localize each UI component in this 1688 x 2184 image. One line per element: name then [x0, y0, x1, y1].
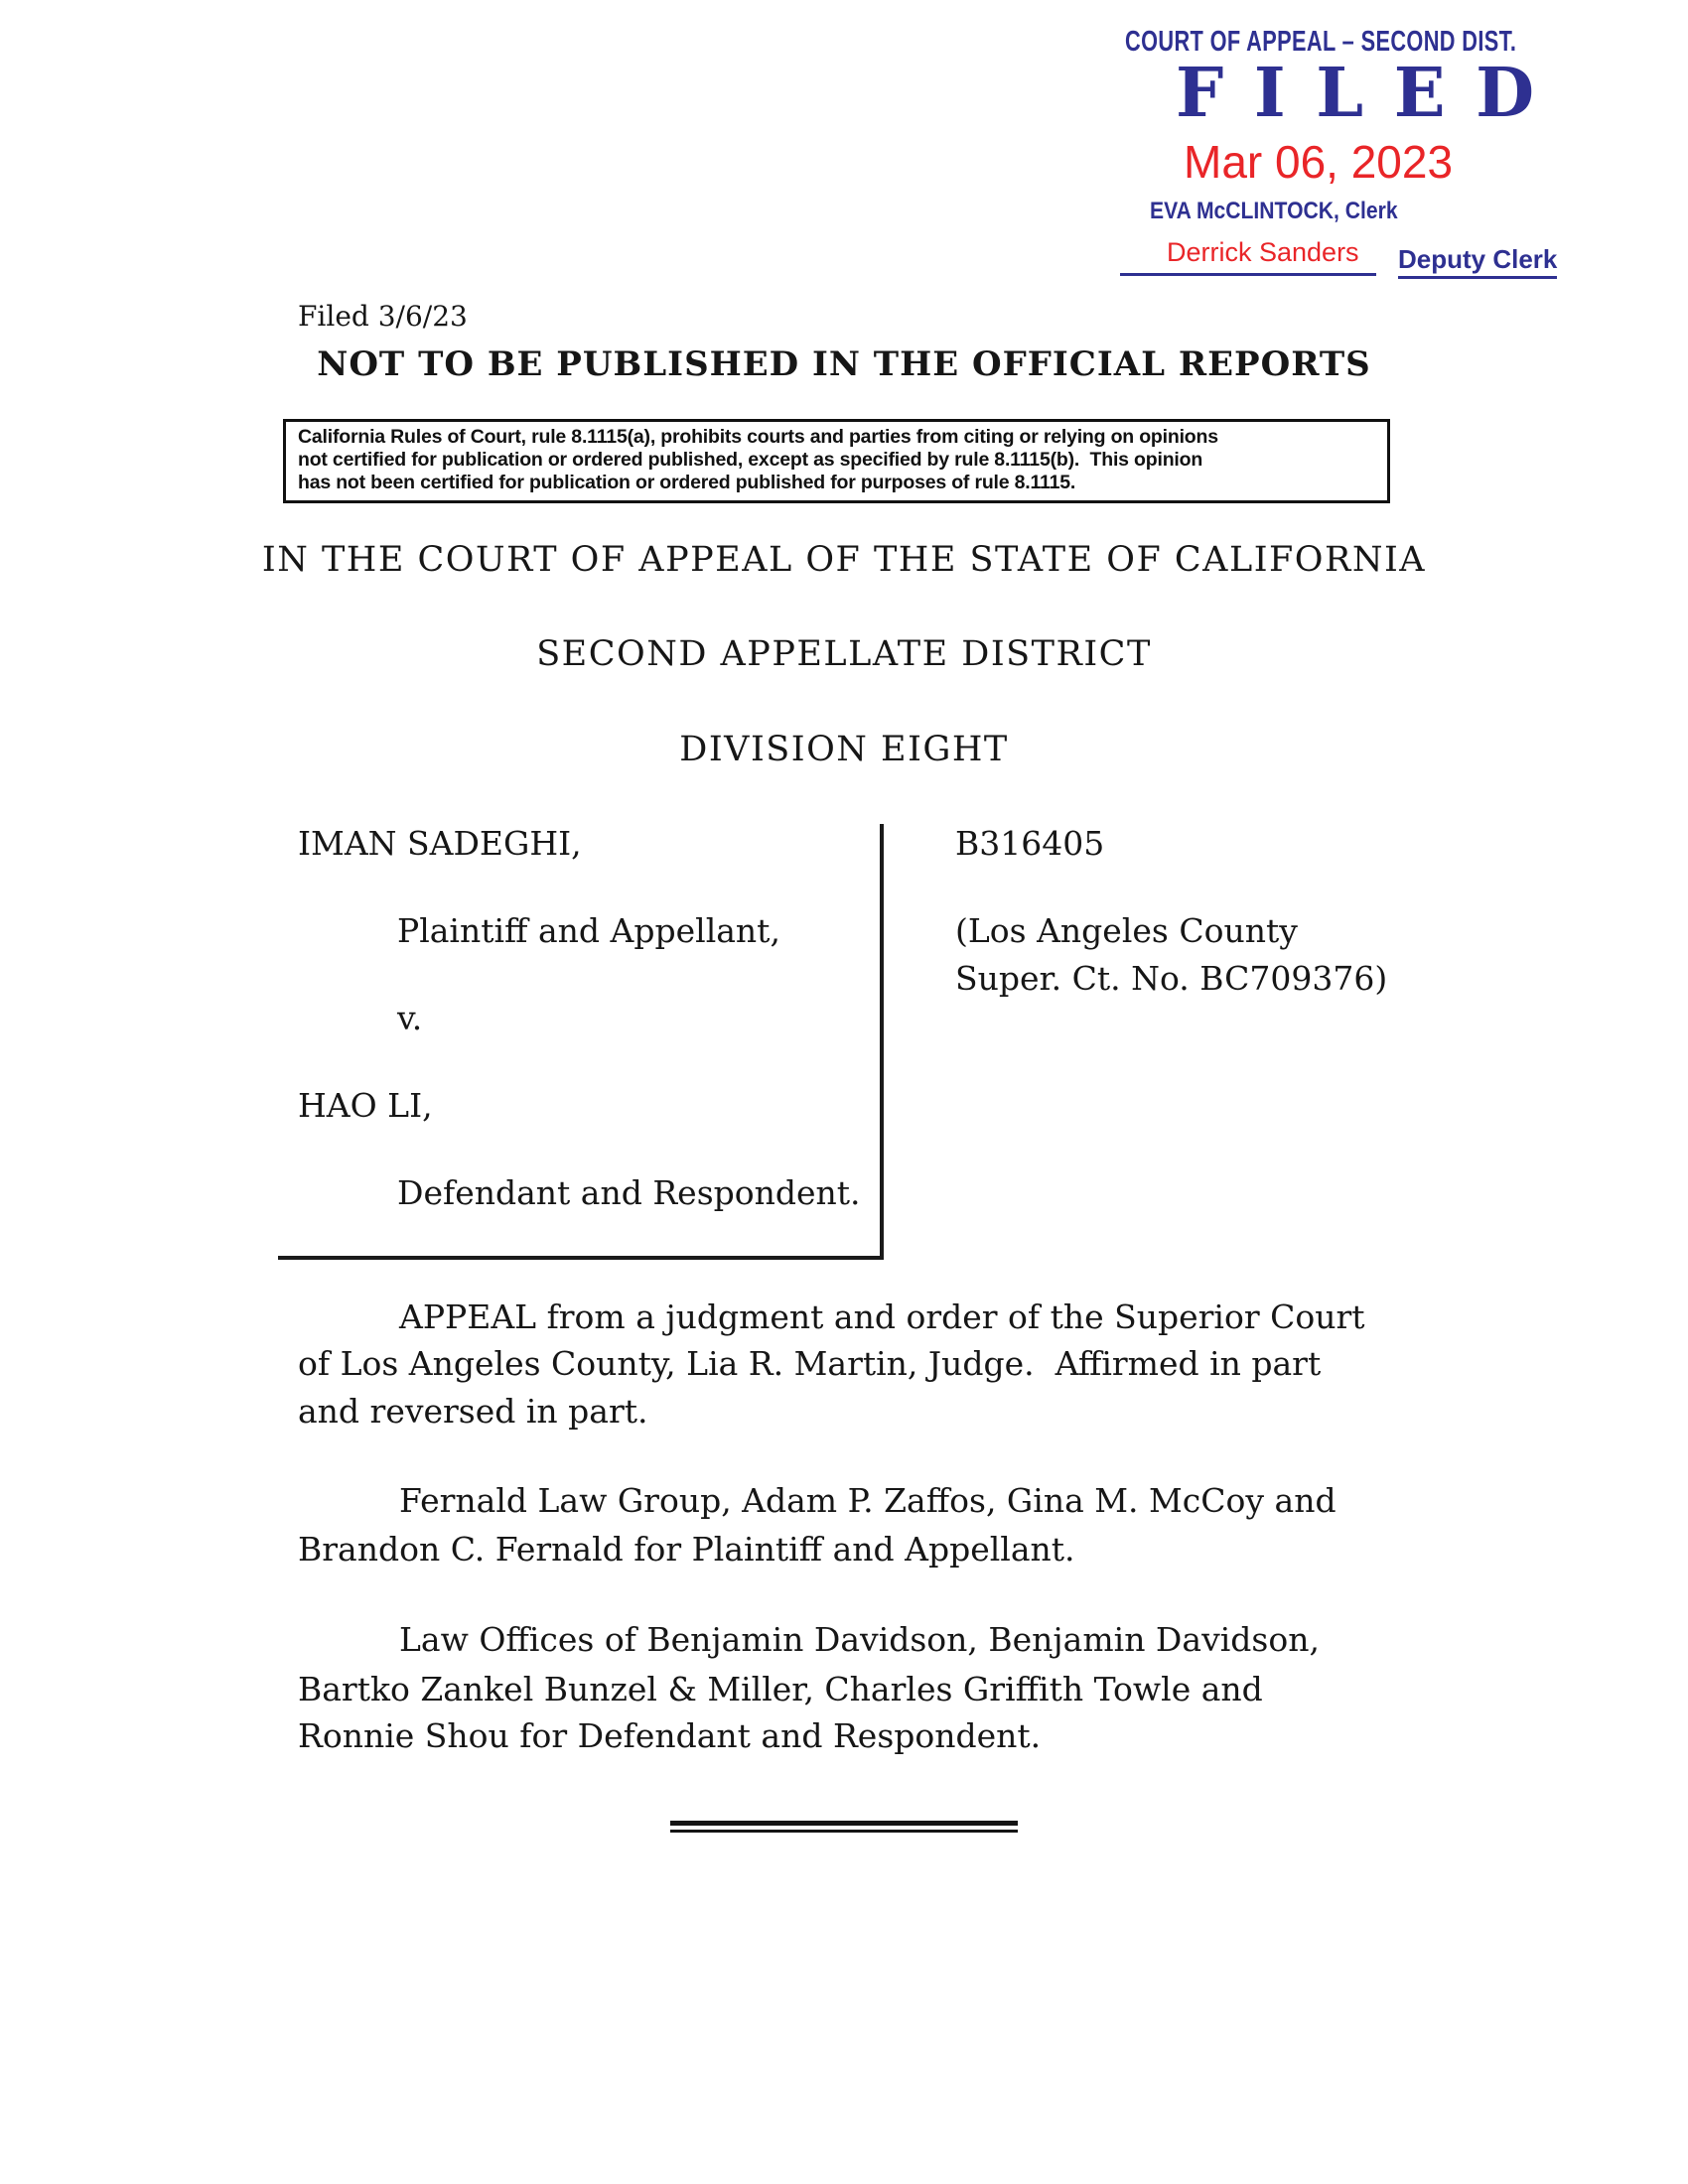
trial-court-info-line-2: Super. Ct. No. BC709376) — [955, 959, 1388, 998]
publication-title: NOT TO BE PUBLISHED IN THE OFFICIAL REPORTS — [317, 344, 1371, 384]
section-divider-double-rule — [670, 1821, 1018, 1833]
plaintiff-counsel-line-2: Brandon C. Fernald for Plaintiff and Appellant. — [298, 1530, 1075, 1569]
stamp-clerk-name: EVA McCLINTOCK, Clerk — [1150, 198, 1398, 224]
appeal-paragraph-line-1: APPEAL from a judgment and order of the Superior Court — [399, 1297, 1365, 1336]
stamp-signature-rule — [1120, 273, 1376, 276]
defendant-counsel-line-2: Bartko Zankel Bunzel & Miller, Charles Griffith Towle and — [298, 1670, 1263, 1708]
case-number: B316405 — [955, 824, 1105, 863]
versus-abbreviation: v. — [397, 999, 423, 1037]
plaintiff-counsel-line-1: Fernald Law Group, Adam P. Zaffos, Gina M. McCoy and — [399, 1481, 1336, 1520]
caption-divider-horizontal — [278, 1256, 884, 1260]
rule-notice-box — [283, 419, 1390, 503]
defendant-counsel-line-1: Law Offices of Benjamin Davidson, Benjamin Davidson, — [399, 1620, 1320, 1659]
rule-notice-line-1: California Rules of Court, rule 8.1115(a), prohibits courts and parties from citing or relying on opinions — [298, 426, 1218, 448]
plaintiff-role: Plaintiff and Appellant, — [397, 911, 780, 950]
plaintiff-name: IMAN SADEGHI, — [298, 824, 582, 863]
rule-notice-line-3: has not been certified for publication or ordered published for purposes of rule 8.1115. — [298, 472, 1076, 493]
stamp-court-line: COURT OF APPEAL – SECOND DIST. — [1125, 26, 1517, 58]
appeal-paragraph-line-3: and reversed in part. — [298, 1392, 648, 1431]
stamp-deputy-title: Deputy Clerk — [1398, 246, 1557, 279]
defendant-counsel-line-3: Ronnie Shou for Defendant and Respondent. — [298, 1716, 1042, 1755]
filed-date-note: Filed 3/6/23 — [298, 300, 468, 333]
stamp-deputy-signature: Derrick Sanders — [1167, 237, 1359, 267]
court-name-heading: IN THE COURT OF APPEAL OF THE STATE OF CALIFORNIA — [261, 540, 1427, 580]
defendant-name: HAO LI, — [298, 1086, 433, 1125]
defendant-role: Defendant and Respondent. — [397, 1173, 861, 1212]
rule-notice-line-2: not certified for publication or ordered published, except as specified by rule 8.1115(b). This opinion — [298, 449, 1203, 471]
caption-divider-vertical — [880, 824, 884, 1260]
district-heading: SECOND APPELLATE DISTRICT — [536, 634, 1152, 674]
stamp-filed-text: FILED — [1176, 54, 1565, 133]
division-heading: DIVISION EIGHT — [679, 730, 1009, 769]
trial-court-info-line-1: (Los Angeles County — [955, 911, 1298, 950]
stamp-filed-date: Mar 06, 2023 — [1184, 136, 1454, 188]
appeal-paragraph-line-2: of Los Angeles County, Lia R. Martin, Judge. Affirmed in part — [298, 1344, 1322, 1383]
